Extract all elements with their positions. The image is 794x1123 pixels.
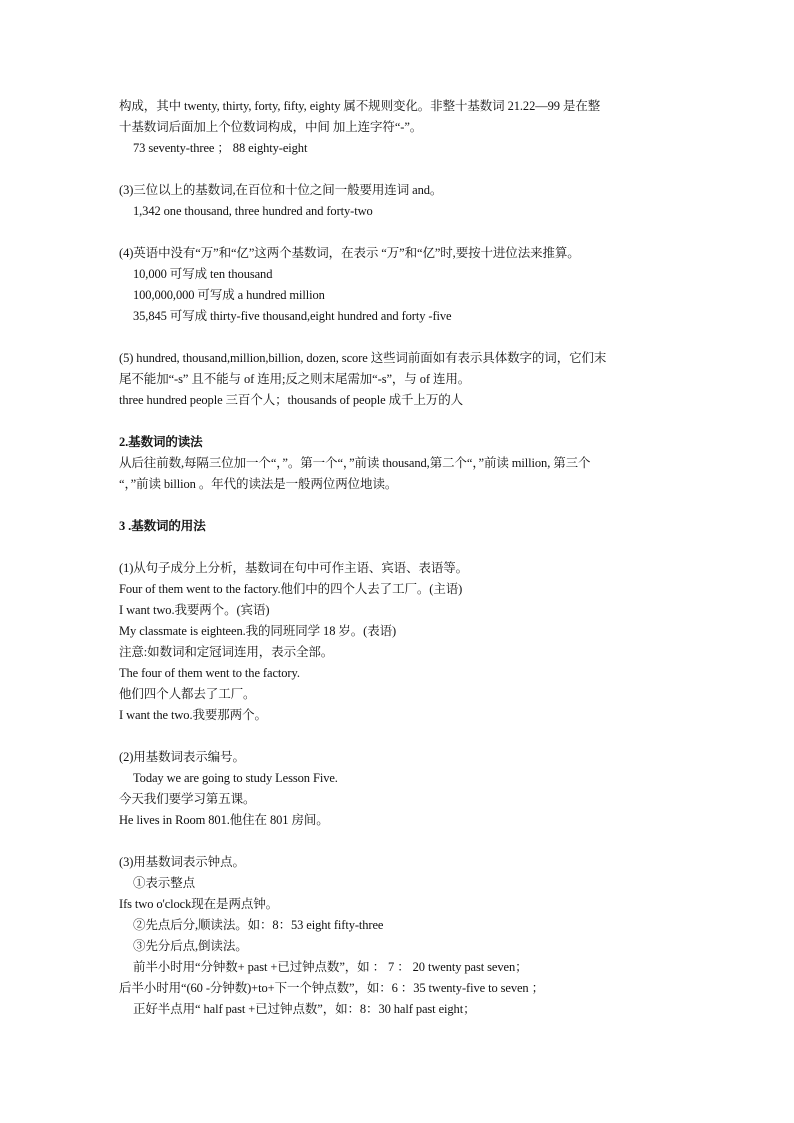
text-line: 正好半点用“ half past +已过钟点数”，如：8：30 half past eight； — [133, 1002, 476, 1016]
blank-line — [119, 726, 679, 747]
text-line: 十基数词后面加上个位数词构成，中间 加上连字符“-”。 — [119, 120, 423, 134]
text-line: I want two.我要两个。(宾语) — [119, 603, 270, 617]
text-line: I want the two.我要那两个。 — [119, 708, 267, 722]
text-line: (2)用基数词表示编号。 — [119, 750, 245, 764]
text-line: 今天我们要学习第五课。 — [119, 792, 256, 806]
text-line: (5) hundred, thousand,million,billion, dozen, score 这些词前面如有表示具体数字的词，它们末 — [119, 351, 607, 365]
section-heading: 3 .基数词的用法 — [119, 519, 206, 533]
text-line: The four of them went to the factory. — [119, 666, 300, 680]
blank-line — [119, 537, 679, 558]
text-line: (4)英语中没有“万”和“亿”这两个基数词，在表示 “万”和“亿”时,要按十进位法来推算。 — [119, 246, 580, 260]
blank-line — [119, 327, 679, 348]
text-line: 1,342 one thousand, three hundred and forty-two — [133, 204, 373, 218]
text-line: 10,000 可写成 ten thousand — [133, 267, 273, 281]
text-line: 注意:如数词和定冠词连用，表示全部。 — [119, 645, 334, 659]
text-line: 35,845 可写成 thirty-five thousand,eight hundred and forty -five — [133, 309, 452, 323]
blank-line — [119, 159, 679, 180]
text-line: Today we are going to study Lesson Five. — [133, 771, 338, 785]
text-line: ③先分后点,倒读法。 — [133, 939, 248, 953]
text-line: 后半小时用“(60 -分钟数)+to+下一个钟点数”，如：6 ：35 twenty-five to seven ； — [119, 981, 545, 995]
text-line: ①表示整点 — [133, 876, 196, 890]
text-line: 他们四个人都去了工厂。 — [119, 687, 256, 701]
text-line: Ifs two o'clock现在是两点钟。 — [119, 897, 279, 911]
text-line: ②先点后分,顺读法。如：8：53 eight fifty-three — [133, 918, 384, 932]
text-line: (3)用基数词表示钟点。 — [119, 855, 245, 869]
section-heading: 2.基数词的读法 — [119, 435, 203, 449]
text-line: 73 seventy-three ； 88 eighty-eight — [133, 141, 308, 155]
text-line: (1)从句子成分上分析，基数词在句中可作主语、宾语、表语等。 — [119, 561, 469, 575]
blank-line — [119, 831, 679, 852]
text-line: He lives in Room 801.他住在 801 房间。 — [119, 813, 329, 827]
text-line: 100,000,000 可写成 a hundred million — [133, 288, 325, 302]
text-line: My classmate is eighteen.我的同班同学 18 岁。(表语) — [119, 624, 397, 638]
text-line: Four of them went to the factory.他们中的四个人去了工厂。(主语) — [119, 582, 463, 596]
document-page — [119, 96, 679, 1020]
text-line: 从后往前数,每隔三位加一个“，”。第一个“，”前读 thousand,第二个“，”前读 million, 第三个 — [119, 456, 591, 470]
text-line: “，”前读 billion 。年代的读法是一般两位两位地读。 — [119, 477, 398, 491]
text-line: three hundred people 三百个人；thousands of people 成千上万的人 — [119, 393, 464, 407]
blank-line — [119, 222, 679, 243]
text-line: (3)三位以上的基数词,在百位和十位之间一般要用连词 and。 — [119, 183, 443, 197]
blank-line — [119, 495, 679, 516]
text-line: 前半小时用“分钟数+ past +已过钟点数”，如 ： 7 ： 20 twenty past seven； — [133, 960, 528, 974]
blank-line — [119, 411, 679, 432]
text-line: 尾不能加“-s” 且不能与 of 连用;反之则末尾需加“-s”，与 of 连用。 — [119, 372, 471, 386]
text-line: 构成，其中 twenty, thirty, forty, fifty, eighty 属不规则变化。非整十基数词 21.22—99 是在整 — [119, 99, 601, 113]
